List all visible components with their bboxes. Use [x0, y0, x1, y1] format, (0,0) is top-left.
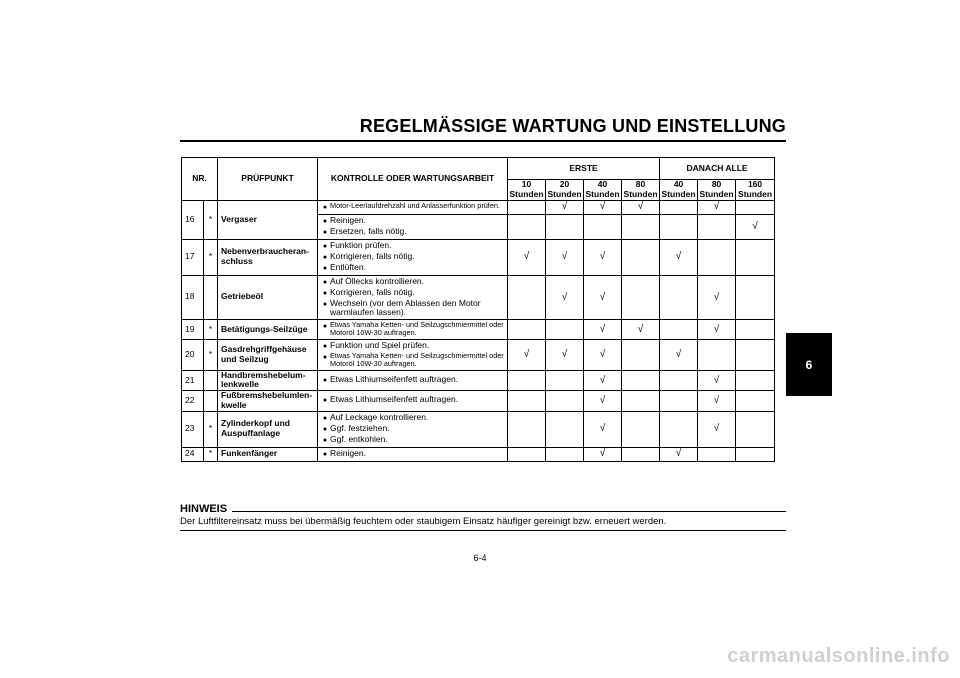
task-item: [320, 449, 505, 460]
check-mark: √: [622, 320, 660, 340]
check-mark: √: [698, 275, 736, 320]
chapter-tab: 6: [786, 333, 832, 396]
bullet-icon: ●: [322, 253, 328, 261]
asterisk-mark: [204, 275, 218, 320]
task-cell: [318, 411, 508, 447]
empty-cell: [508, 411, 546, 447]
title-rule: [180, 140, 786, 142]
table-row: [182, 411, 775, 447]
hinweis-bottom-rule: [180, 530, 786, 531]
empty-cell: [736, 239, 775, 275]
empty-cell: [622, 239, 660, 275]
check-mark: √: [508, 339, 546, 370]
task-text: Motor-Leerlaufdrehzahl und Anlasserfunktion prüfen.: [330, 200, 500, 210]
task-text: Auf Leckage kontrollieren.: [330, 411, 429, 422]
check-item: Gasdrehgriffgehäuse und Seilzug: [218, 339, 318, 370]
task-item: [320, 435, 505, 446]
task-text: Ggf. festziehen.: [330, 422, 390, 433]
check-mark: √: [584, 339, 622, 370]
check-item: Getriebeöl: [218, 275, 318, 320]
task-text: Korrigieren, falls nötig.: [330, 286, 415, 297]
empty-cell: [508, 447, 546, 461]
check-mark: √: [736, 214, 775, 239]
empty-cell: [508, 370, 546, 391]
check-mark: √: [698, 411, 736, 447]
header-interval: 10 Stunden: [509, 179, 544, 199]
empty-cell: [508, 391, 546, 412]
empty-cell: [546, 411, 584, 447]
task-cell: [318, 275, 508, 320]
task-cell: [318, 391, 508, 412]
bullet-icon: ●: [322, 278, 328, 286]
row-number: 16: [182, 200, 204, 239]
task-text: Ersetzen, falls nötig.: [330, 225, 407, 236]
check-mark: √: [660, 447, 698, 461]
task-item: [320, 216, 505, 227]
page-number: 6-4: [473, 553, 487, 563]
task-cell: [318, 214, 508, 239]
task-item: [320, 202, 505, 213]
row-number: 19: [182, 320, 204, 340]
empty-cell: [660, 275, 698, 320]
row-number: 24: [182, 447, 204, 461]
task-text: Etwas Yamaha Ketten- und Seilzugschmiermittel oder Motoröl 10W-30 auftragen.: [330, 320, 504, 338]
maintenance-table: [181, 157, 775, 462]
task-item: [320, 277, 505, 288]
task-item: [320, 288, 505, 299]
asterisk-mark: *: [204, 447, 218, 461]
bullet-icon: ●: [322, 397, 328, 405]
table-row: [182, 320, 775, 340]
task-text: Auf Öllecks kontrollieren.: [330, 275, 425, 286]
header-interval: 40 Stunden: [661, 179, 696, 199]
task-item: [320, 299, 505, 319]
empty-cell: [698, 447, 736, 461]
check-mark: √: [508, 239, 546, 275]
empty-cell: [546, 320, 584, 340]
check-item: Handbremshebelum- lenkwelle: [218, 370, 318, 391]
check-mark: √: [584, 411, 622, 447]
bullet-icon: ●: [322, 414, 328, 422]
task-item: [320, 263, 505, 274]
table-row: [182, 239, 775, 275]
empty-cell: [698, 239, 736, 275]
task-item: [320, 241, 505, 252]
page-title: REGELMÄSSIGE WARTUNG UND EINSTELLUNG: [359, 116, 786, 136]
empty-cell: [698, 214, 736, 239]
asterisk-mark: *: [204, 239, 218, 275]
asterisk-mark: *: [204, 320, 218, 340]
task-text: Funktion prüfen.: [330, 239, 392, 250]
task-text: Korrigieren, falls nötig.: [330, 250, 415, 261]
check-mark: √: [546, 200, 584, 214]
bullet-icon: ●: [322, 264, 328, 272]
check-mark: √: [546, 239, 584, 275]
empty-cell: [546, 214, 584, 239]
table-row: [182, 200, 775, 214]
header-pruefpunkt: PRÜFPUNKT: [218, 158, 318, 201]
empty-cell: [660, 200, 698, 214]
check-mark: √: [584, 275, 622, 320]
empty-cell: [622, 275, 660, 320]
empty-cell: [736, 275, 775, 320]
bullet-icon: ●: [322, 300, 328, 308]
header-interval: 80 Stunden: [699, 179, 734, 199]
task-text: Wechseln (vor dem Ablassen den Motor warmlaufen lassen).: [330, 297, 481, 318]
check-mark: √: [698, 370, 736, 391]
task-text: Etwas Lithiumseifenfett auftragen.: [330, 373, 459, 384]
check-item: Zylinderkopf und Auspuffanlage: [218, 411, 318, 447]
row-number: 22: [182, 391, 204, 412]
asterisk-mark: [204, 391, 218, 412]
empty-cell: [736, 447, 775, 461]
task-text: Reinigen.: [330, 214, 366, 225]
table-row: [182, 391, 775, 412]
task-item: [320, 352, 505, 369]
empty-cell: [508, 214, 546, 239]
header-danach-alle: DANACH ALLE: [660, 158, 775, 180]
empty-cell: [622, 411, 660, 447]
task-text: Reinigen.: [330, 447, 366, 458]
empty-cell: [546, 370, 584, 391]
check-mark: √: [584, 447, 622, 461]
task-text: Etwas Lithiumseifenfett auftragen.: [330, 394, 459, 405]
check-mark: √: [698, 200, 736, 214]
check-item: Funkenfänger: [218, 447, 318, 461]
empty-cell: [508, 320, 546, 340]
bullet-icon: ●: [322, 323, 328, 331]
empty-cell: [660, 320, 698, 340]
empty-cell: [546, 447, 584, 461]
task-text: Etwas Yamaha Ketten- und Seilzugschmiermittel oder Motoröl 10W-30 auftragen.: [330, 350, 504, 369]
header-interval: 160 Stunden: [736, 180, 775, 201]
check-mark: √: [698, 320, 736, 340]
table-row: [182, 447, 775, 461]
check-mark: √: [584, 200, 622, 214]
asterisk-mark: *: [204, 200, 218, 239]
empty-cell: [660, 411, 698, 447]
task-item: [320, 252, 505, 263]
bullet-icon: ●: [322, 353, 328, 361]
check-mark: √: [660, 239, 698, 275]
header-kontrolle: KONTROLLE ODER WARTUNGSARBEIT: [318, 158, 508, 201]
empty-cell: [736, 370, 775, 391]
task-text: Ggf. entkohlen.: [330, 433, 388, 444]
task-cell: [318, 320, 508, 340]
row-number: 20: [182, 339, 204, 370]
header-nr: NR.: [182, 158, 218, 201]
check-mark: √: [584, 239, 622, 275]
empty-cell: [660, 391, 698, 412]
hinweis-label: HINWEIS: [180, 503, 228, 515]
check-mark: √: [546, 275, 584, 320]
header-interval: 20 Stunden: [547, 179, 582, 199]
row-number: 23: [182, 411, 204, 447]
bullet-icon: ●: [322, 450, 328, 458]
bullet-icon: ●: [322, 342, 328, 350]
row-number: 17: [182, 239, 204, 275]
bullet-icon: ●: [322, 289, 328, 297]
check-item: Fußbremshebelumlen- kwelle: [218, 391, 318, 412]
table-row: [182, 339, 775, 370]
empty-cell: [736, 391, 775, 412]
task-cell: [318, 370, 508, 391]
empty-cell: [660, 370, 698, 391]
empty-cell: [622, 370, 660, 391]
check-mark: √: [584, 391, 622, 412]
check-mark: √: [584, 370, 622, 391]
row-number: 18: [182, 275, 204, 320]
check-mark: √: [622, 200, 660, 214]
bullet-icon: ●: [322, 228, 328, 236]
empty-cell: [736, 200, 775, 214]
task-item: [320, 227, 505, 238]
bullet-icon: ●: [322, 203, 328, 211]
empty-cell: [736, 339, 775, 370]
task-cell: [318, 447, 508, 461]
check-mark: √: [584, 320, 622, 340]
header-erste: ERSTE: [508, 158, 660, 180]
bullet-icon: ●: [322, 425, 328, 433]
empty-cell: [622, 339, 660, 370]
task-text: Funktion und Spiel prüfen.: [330, 339, 430, 350]
asterisk-mark: *: [204, 339, 218, 370]
empty-cell: [508, 275, 546, 320]
hinweis-rule: [232, 511, 786, 512]
empty-cell: [736, 411, 775, 447]
row-number: 21: [182, 370, 204, 391]
task-item: [320, 395, 505, 406]
check-mark: √: [546, 339, 584, 370]
check-item: Vergaser: [218, 200, 318, 239]
empty-cell: [622, 391, 660, 412]
empty-cell: [736, 320, 775, 340]
table-row: [182, 275, 775, 320]
check-mark: √: [698, 391, 736, 412]
task-item: [320, 321, 505, 338]
task-cell: [318, 200, 508, 214]
check-mark: √: [660, 339, 698, 370]
check-item: Betätigungs-Seilzüge: [218, 320, 318, 340]
bullet-icon: ●: [322, 436, 328, 444]
task-cell: [318, 339, 508, 370]
table-row: [182, 370, 775, 391]
empty-cell: [508, 200, 546, 214]
task-item: [320, 375, 505, 386]
empty-cell: [622, 214, 660, 239]
empty-cell: [546, 391, 584, 412]
asterisk-mark: [204, 370, 218, 391]
bullet-icon: ●: [322, 242, 328, 250]
empty-cell: [698, 339, 736, 370]
task-cell: [318, 239, 508, 275]
empty-cell: [622, 447, 660, 461]
asterisk-mark: *: [204, 411, 218, 447]
bullet-icon: ●: [322, 376, 328, 384]
empty-cell: [660, 214, 698, 239]
check-item: Nebenverbraucheran- schluss: [218, 239, 318, 275]
header-interval: 40 Stunden: [585, 179, 620, 199]
watermark-text[interactable]: carmanualsonline.info: [727, 645, 950, 667]
bullet-icon: ●: [322, 217, 328, 225]
empty-cell: [584, 214, 622, 239]
task-text: Entlüften.: [330, 261, 366, 272]
hinweis-text: Der Luftfiltereinsatz muss bei übermäßig feuchtem oder staubigem Einsatz häufiger gereinigt bzw. erneuert werden.: [180, 516, 667, 527]
header-interval: 80 Stunden: [622, 180, 660, 201]
